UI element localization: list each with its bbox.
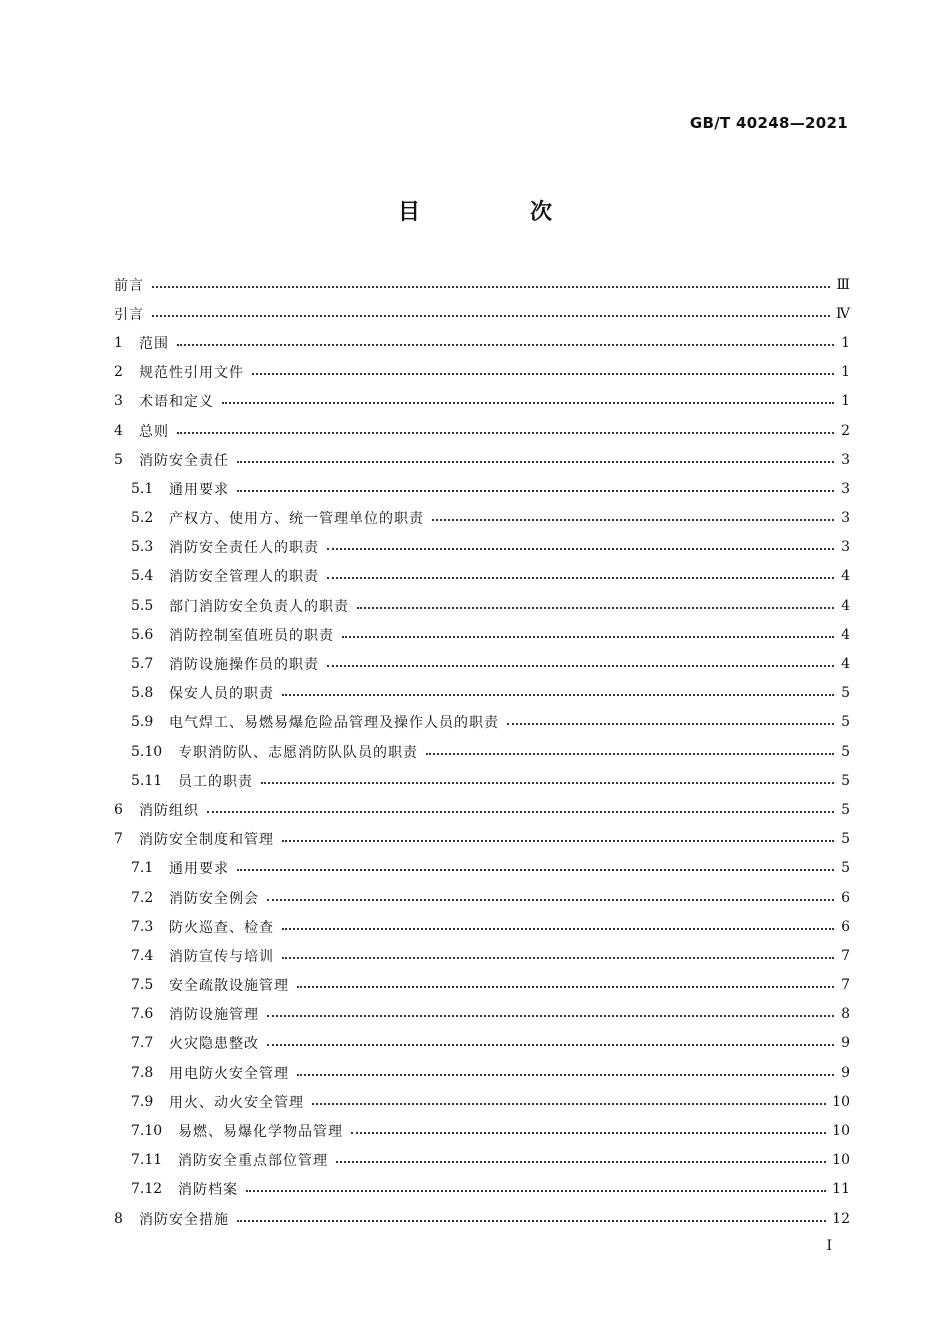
toc-entry[interactable] [114,1175,850,1204]
toc-entry[interactable] [114,504,850,533]
toc-entry-page: 9 [841,1064,850,1081]
toc-entry-number: 7.8 [131,1064,154,1081]
toc-entry-page: 6 [841,918,850,935]
toc-entry[interactable] [114,854,850,883]
toc-entry-number: 7 [114,831,123,848]
toc-entry-number: 4 [114,422,123,439]
toc-entry-page: 5 [841,860,850,877]
toc-entry[interactable] [114,649,850,678]
toc-dot-leader [177,336,834,350]
toc-dot-leader [342,628,834,642]
toc-entry-number: 5.9 [131,714,154,731]
toc-entry-number: 5.3 [131,539,154,556]
standard-code: GB/T 40248—2021 [689,114,848,132]
toc-entry-page: 12 [832,1210,850,1227]
toc-entry-label: 规范性引用文件 [139,365,244,382]
toc-entry-number: 7.7 [131,1035,154,1052]
toc-entry[interactable] [114,445,850,474]
toc-entry-page: Ⅳ [836,305,850,322]
toc-entry-page: 4 [841,597,850,614]
toc-entry-number: 5.4 [131,568,154,585]
toc-entry[interactable] [114,1058,850,1087]
toc-entry-page: 5 [841,772,850,789]
toc-entry-label: 员工的职责 [178,773,253,790]
toc-entry-label: 消防安全措施 [139,1211,229,1228]
toc-dot-leader [282,949,834,963]
toc-entry-page: 6 [841,889,850,906]
toc-entry[interactable] [114,328,850,357]
toc-dot-leader [252,365,834,379]
toc-entry-number: 7.2 [131,889,154,906]
toc-entry-label: 消防组织 [139,802,199,819]
toc-entry-label: 通用要求 [169,481,229,498]
toc-entry[interactable] [114,270,850,299]
toc-entry-number: 5.7 [131,656,154,673]
table-of-contents [114,270,850,1233]
toc-entry-label: 安全疏散设施管理 [169,978,289,995]
toc-dot-leader [207,803,834,817]
toc-entry-label: 产权方、使用方、统一管理单位的职责 [169,511,424,528]
toc-entry-page: 8 [841,1006,850,1023]
toc-dot-leader [261,774,834,788]
toc-entry-label: 消防宣传与培训 [169,948,274,965]
toc-entry-label: 部门消防安全负责人的职责 [169,598,349,615]
toc-entry-number: 7.11 [131,1152,163,1169]
toc-entry-page: 1 [841,364,850,381]
toc-dot-leader [152,278,830,292]
toc-entry-number: 5.11 [131,772,163,789]
toc-entry-label: 电气焊工、易燃易爆危险品管理及操作人员的职责 [169,715,499,732]
toc-entry[interactable] [114,416,850,445]
toc-entry[interactable] [114,1116,850,1145]
toc-entry[interactable] [114,795,850,824]
toc-entry[interactable] [114,1087,850,1116]
toc-dot-leader [351,1124,826,1138]
toc-dot-leader [267,1036,834,1050]
toc-entry-label: 引言 [114,306,144,323]
toc-entry-page: Ⅲ [836,276,850,293]
toc-entry-page: 11 [832,1181,850,1198]
toc-entry-number: 7.10 [131,1123,163,1140]
toc-entry-number: 7.12 [131,1181,163,1198]
toc-entry-label: 用电防火安全管理 [169,1065,289,1082]
toc-entry-label: 消防安全重点部位管理 [178,1153,328,1170]
toc-dot-leader [336,1153,826,1167]
toc-dot-leader [282,832,834,846]
toc-dot-leader [327,569,834,583]
toc-dot-leader [177,424,834,438]
toc-entry-number: 1 [114,334,123,351]
toc-entry-page: 1 [841,334,850,351]
toc-entry-page: 2 [841,422,850,439]
toc-entry-page: 5 [841,685,850,702]
toc-entry-label: 范围 [139,335,169,352]
toc-entry-label: 消防设施操作员的职责 [169,657,319,674]
toc-entry-number: 5.8 [131,685,154,702]
toc-entry-label: 通用要求 [169,861,229,878]
toc-entry[interactable] [114,737,850,766]
toc-dot-leader [432,511,834,525]
page-title: 目 次 [397,200,596,225]
toc-entry-page: 5 [841,801,850,818]
toc-entry[interactable] [114,533,850,562]
toc-entry-number: 5.5 [131,597,154,614]
toc-entry-label: 消防档案 [178,1182,238,1199]
toc-entry-page: 9 [841,1035,850,1052]
toc-entry[interactable] [114,1000,850,1029]
toc-entry-label: 保安人员的职责 [169,686,274,703]
toc-entry-label: 消防安全责任 [139,452,229,469]
toc-entry[interactable] [114,912,850,941]
toc-entry[interactable] [114,591,850,620]
toc-dot-leader [282,686,834,700]
toc-dot-leader [297,1066,834,1080]
toc-entry-page: 3 [841,480,850,497]
toc-dot-leader [246,1182,826,1196]
toc-entry[interactable] [114,766,850,795]
toc-entry[interactable] [114,1204,850,1233]
toc-dot-leader [237,1212,826,1226]
toc-entry-number: 7.4 [131,947,154,964]
toc-entry-page: 3 [841,451,850,468]
toc-entry[interactable] [114,883,850,912]
toc-entry-label: 用火、动火安全管理 [169,1094,304,1111]
toc-entry-page: 3 [841,510,850,527]
toc-entry-label: 专职消防队、志愿消防队队员的职责 [178,744,418,761]
toc-entry[interactable] [114,358,850,387]
toc-dot-leader [297,978,834,992]
toc-entry-label: 消防安全责任人的职责 [169,540,319,557]
toc-entry-label: 前言 [114,277,144,294]
toc-entry-label: 消防控制室值班员的职责 [169,627,334,644]
toc-entry-label: 消防安全例会 [169,890,259,907]
toc-entry[interactable] [114,1029,850,1058]
toc-dot-leader [237,482,834,496]
toc-entry-number: 5.2 [131,510,154,527]
toc-entry[interactable] [114,679,850,708]
page-number: I [826,1238,832,1254]
toc-entry-number: 2 [114,364,123,381]
toc-entry-page: 4 [841,626,850,643]
toc-dot-leader [267,891,834,905]
toc-dot-leader [426,745,834,759]
toc-dot-leader [507,715,834,729]
toc-entry[interactable] [114,299,850,328]
toc-entry-number: 7.9 [131,1093,154,1110]
toc-entry-page: 7 [841,977,850,994]
toc-entry-number: 5.6 [131,626,154,643]
toc-dot-leader [327,540,834,554]
toc-entry-label: 消防安全制度和管理 [139,832,274,849]
toc-entry[interactable] [114,474,850,503]
toc-entry[interactable] [114,620,850,649]
toc-entry-number: 7.6 [131,1006,154,1023]
toc-entry-number: 5.1 [131,480,154,497]
toc-entry-number: 7.1 [131,860,154,877]
toc-dot-leader [237,861,834,875]
toc-entry-page: 10 [832,1123,850,1140]
toc-entry-page: 10 [832,1152,850,1169]
toc-entry-page: 1 [841,393,850,410]
toc-entry[interactable] [114,941,850,970]
toc-entry-label: 总则 [139,423,169,440]
toc-entry-number: 5.10 [131,743,163,760]
toc-entry-number: 5 [114,451,123,468]
toc-dot-leader [237,453,834,467]
toc-dot-leader [357,599,834,613]
toc-dot-leader [152,307,830,321]
toc-entry[interactable] [114,708,850,737]
toc-entry-page: 10 [832,1093,850,1110]
toc-entry[interactable] [114,825,850,854]
toc-dot-leader [222,394,834,408]
toc-entry[interactable] [114,387,850,416]
toc-entry-page: 4 [841,568,850,585]
toc-entry-number: 7.3 [131,918,154,935]
toc-dot-leader [312,1095,826,1109]
toc-entry-label: 火灾隐患整改 [169,1036,259,1053]
toc-entry-number: 3 [114,393,123,410]
toc-entry-label: 消防设施管理 [169,1007,259,1024]
toc-dot-leader [327,657,834,671]
toc-entry[interactable] [114,562,850,591]
toc-entry-label: 术语和定义 [139,394,214,411]
toc-dot-leader [282,920,834,934]
toc-entry-page: 3 [841,539,850,556]
toc-entry-page: 7 [841,947,850,964]
toc-entry-page: 5 [841,743,850,760]
toc-entry-number: 7.5 [131,977,154,994]
toc-entry-page: 5 [841,714,850,731]
toc-dot-leader [267,1007,834,1021]
toc-entry[interactable] [114,1146,850,1175]
toc-entry-label: 易燃、易爆化学物品管理 [178,1124,343,1141]
toc-entry[interactable] [114,971,850,1000]
toc-entry-label: 消防安全管理人的职责 [169,569,319,586]
toc-entry-number: 6 [114,801,123,818]
toc-entry-page: 5 [841,831,850,848]
toc-entry-number: 8 [114,1210,123,1227]
toc-entry-page: 4 [841,656,850,673]
toc-entry-label: 防火巡查、检查 [169,919,274,936]
